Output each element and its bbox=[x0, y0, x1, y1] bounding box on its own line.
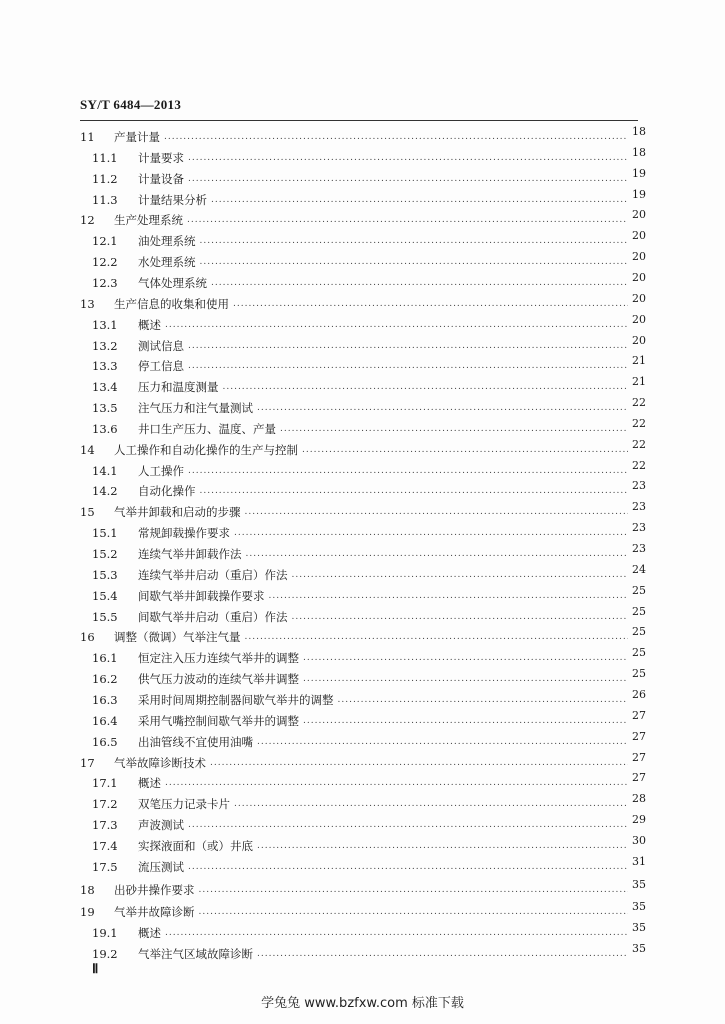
toc-entry-number: 17.5 bbox=[92, 859, 118, 874]
toc-entry-number: 13.2 bbox=[92, 338, 118, 353]
toc-entry-page: 28 bbox=[632, 792, 646, 806]
toc-entry-title: 产量计量 bbox=[114, 130, 160, 144]
toc-entry bbox=[92, 270, 646, 293]
toc-entry-title: 采用时间周期控制器间歇气举井的调整 bbox=[138, 692, 334, 707]
toc-entry-title: 气举故障诊断技术 bbox=[114, 755, 206, 770]
toc-entry bbox=[92, 231, 646, 251]
toc-dot-leader bbox=[188, 815, 628, 835]
toc-dot-leader bbox=[165, 773, 628, 793]
toc-entry bbox=[92, 773, 646, 793]
toc-entry-number: 15.2 bbox=[92, 547, 118, 561]
toc-entry-title: 间歇气举井启动（重启）作法 bbox=[138, 609, 288, 624]
toc-entry-page: 25 bbox=[632, 646, 646, 660]
header-divider bbox=[80, 120, 638, 121]
toc-entry-title: 测试信息 bbox=[138, 338, 184, 353]
toc-dot-leader bbox=[223, 377, 629, 397]
toc-entry-number: 12 bbox=[80, 213, 95, 228]
toc-entry-page: 24 bbox=[632, 562, 646, 576]
toc-entry bbox=[92, 252, 646, 272]
toc-dot-leader bbox=[165, 315, 628, 335]
toc-entry-title: 概述 bbox=[138, 776, 161, 791]
toc-entry-number: 13.3 bbox=[92, 359, 118, 374]
toc-entry-number: 16.2 bbox=[92, 672, 118, 687]
toc-dot-leader bbox=[199, 902, 629, 922]
toc-entry-title: 供气压力波动的连续气举井调整 bbox=[138, 672, 299, 687]
toc-entry-page: 23 bbox=[632, 500, 646, 514]
toc-dot-leader bbox=[164, 127, 628, 147]
toc-entry-title: 人工操作 bbox=[138, 463, 184, 478]
toc-entry-page: 20 bbox=[632, 208, 646, 222]
toc-entry-page: 25 bbox=[632, 625, 646, 639]
toc-entry-page: 27 bbox=[632, 750, 646, 764]
toc-entry-page: 22 bbox=[632, 458, 646, 472]
toc-dot-leader bbox=[200, 252, 629, 272]
toc-dot-leader bbox=[292, 607, 629, 627]
toc-entry-title: 双笔压力记录卡片 bbox=[138, 797, 230, 812]
toc-entry-number: 11.2 bbox=[92, 171, 118, 186]
toc-entry bbox=[92, 481, 646, 501]
toc-entry-title: 概述 bbox=[138, 317, 161, 332]
toc-entry bbox=[80, 502, 646, 522]
toc-entry-number: 13.5 bbox=[92, 401, 118, 416]
toc-dot-leader bbox=[257, 944, 628, 964]
toc-entry-page: 22 bbox=[632, 396, 646, 410]
toc-entry bbox=[92, 944, 646, 964]
toc-entry-title: 停工信息 bbox=[138, 359, 184, 374]
toc-entry-page: 19 bbox=[632, 166, 646, 180]
toc-entry-title: 出砂井操作要求 bbox=[114, 882, 195, 897]
toc-entry-page: 20 bbox=[632, 270, 646, 284]
toc-entry-number: 15.3 bbox=[92, 567, 118, 582]
toc-dot-leader bbox=[187, 210, 628, 230]
toc-entry-title: 计量设备 bbox=[138, 171, 184, 186]
toc-entry-title: 人工操作和自动化操作的生产与控制 bbox=[114, 442, 298, 457]
toc-entry-page: 18 bbox=[632, 125, 646, 138]
toc-entry bbox=[92, 458, 646, 481]
toc-entry-number: 13.1 bbox=[92, 317, 118, 332]
toc-entry-number: 11.1 bbox=[92, 150, 118, 165]
toc-entry-title: 计量要求 bbox=[138, 150, 184, 165]
toc-dot-leader bbox=[200, 231, 629, 251]
toc-entry-number: 17 bbox=[80, 755, 95, 770]
toc-entry-page: 25 bbox=[632, 604, 646, 618]
toc-dot-leader bbox=[245, 502, 629, 522]
toc-entry-number: 17.2 bbox=[92, 797, 118, 812]
toc-entry-page: 20 bbox=[632, 333, 646, 347]
toc-dot-leader bbox=[257, 398, 628, 418]
toc-entry-page: 35 bbox=[632, 921, 646, 935]
toc-entry-title: 油处理系统 bbox=[138, 234, 196, 249]
toc-dot-leader bbox=[302, 440, 628, 460]
toc-entry bbox=[80, 627, 646, 647]
toc-entry-title: 气体处理系统 bbox=[138, 275, 207, 290]
toc-dot-leader bbox=[338, 690, 629, 710]
toc-entry bbox=[80, 291, 646, 314]
toc-dot-leader bbox=[292, 565, 629, 585]
toc-entry-title: 水处理系统 bbox=[138, 255, 196, 270]
toc-entry-number: 14.1 bbox=[92, 463, 118, 478]
toc-entry bbox=[92, 729, 646, 752]
toc-entry-page: 31 bbox=[632, 854, 646, 868]
toc-entry bbox=[80, 437, 646, 460]
toc-entry-title: 间歇气举井卸载操作要求 bbox=[138, 588, 265, 603]
toc-entry-title: 声波测试 bbox=[138, 818, 184, 833]
toc-dot-leader bbox=[303, 648, 628, 668]
page-number: Ⅱ bbox=[92, 961, 99, 976]
toc-entry-page: 35 bbox=[632, 900, 646, 914]
toc-dot-leader bbox=[165, 923, 628, 943]
toc-dot-leader bbox=[210, 753, 628, 773]
toc-entry bbox=[80, 877, 646, 900]
toc-entry-page: 20 bbox=[632, 250, 646, 264]
toc-entry-number: 18 bbox=[80, 882, 95, 897]
toc-dot-leader bbox=[245, 627, 629, 647]
toc-entry-title: 计量结果分析 bbox=[138, 192, 207, 207]
toc-entry-number: 15 bbox=[80, 505, 95, 520]
toc-entry-number: 11 bbox=[80, 130, 95, 144]
toc-entry bbox=[92, 794, 646, 814]
toc-entry-page: 25 bbox=[632, 583, 646, 597]
toc-dot-leader bbox=[188, 857, 628, 877]
toc-entry bbox=[80, 210, 646, 230]
toc-entry-title: 实探液面和（或）井底 bbox=[138, 838, 253, 853]
toc-dot-leader bbox=[199, 880, 629, 900]
toc-entry-page: 27 bbox=[632, 729, 646, 743]
toc-dot-leader bbox=[211, 273, 628, 293]
toc-entry bbox=[92, 416, 646, 439]
toc-entry-page: 18 bbox=[632, 145, 646, 159]
toc-dot-leader bbox=[303, 711, 628, 731]
toc-dot-leader bbox=[246, 544, 629, 564]
toc-entry bbox=[92, 333, 646, 356]
toc-entry bbox=[80, 127, 646, 147]
standard-code: SY/T 6484—2013 bbox=[80, 97, 182, 112]
toc-entry bbox=[92, 187, 646, 210]
toc-dot-leader bbox=[234, 523, 628, 543]
toc-entry-page: 23 bbox=[632, 479, 646, 493]
toc-entry-number: 17.4 bbox=[92, 838, 118, 853]
toc-entry bbox=[92, 562, 646, 585]
toc-entry bbox=[92, 833, 646, 856]
toc-entry-title: 出油管线不宜使用油嘴 bbox=[138, 734, 253, 749]
toc-entry-page: 35 bbox=[632, 942, 646, 956]
toc-entry-number: 14 bbox=[80, 442, 95, 457]
toc-dot-leader bbox=[303, 669, 628, 689]
toc-entry-number: 17.1 bbox=[92, 776, 118, 791]
toc-entry-title: 采用气嘴控制间歇气举井的调整 bbox=[138, 713, 299, 728]
toc-entry bbox=[92, 648, 646, 668]
toc-entry-page: 25 bbox=[632, 667, 646, 681]
toc-entry-title: 连续气举井启动（重启）作法 bbox=[138, 567, 288, 582]
toc-entry-number: 12.2 bbox=[92, 255, 118, 270]
toc-entry-page: 29 bbox=[632, 813, 646, 827]
toc-entry bbox=[92, 544, 646, 564]
toc-entry-page: 20 bbox=[632, 229, 646, 243]
toc-entry-title: 气举注气区域故障诊断 bbox=[138, 947, 253, 962]
toc-entry-title: 气举井故障诊断 bbox=[114, 905, 195, 920]
toc-dot-leader bbox=[257, 836, 628, 856]
toc-entry bbox=[92, 708, 646, 731]
toc-entry-title: 注气压力和注气量测试 bbox=[138, 401, 253, 416]
toc-entry-page: 19 bbox=[632, 187, 646, 201]
toc-entry-page: 26 bbox=[632, 687, 646, 701]
toc-dot-leader bbox=[200, 481, 629, 501]
toc-entry-number: 13 bbox=[80, 296, 95, 311]
toc-entry-number: 19 bbox=[80, 905, 95, 920]
toc-entry-title: 流压测试 bbox=[138, 859, 184, 874]
toc-entry-number: 15.1 bbox=[92, 526, 118, 541]
toc-dot-leader bbox=[211, 190, 628, 210]
toc-dot-leader bbox=[257, 732, 628, 752]
toc-entry bbox=[92, 604, 646, 627]
toc-entry bbox=[92, 523, 646, 543]
toc-entry-page: 23 bbox=[632, 542, 646, 555]
toc-entry bbox=[92, 398, 646, 418]
toc-entry bbox=[92, 669, 646, 689]
toc-entry-page: 20 bbox=[632, 291, 646, 305]
toc-entry-title: 压力和温度测量 bbox=[138, 380, 219, 395]
toc-entry-title: 恒定注入压力连续气举井的调整 bbox=[138, 651, 299, 666]
toc-entry-title: 井口生产压力、温度、产量 bbox=[138, 421, 276, 436]
toc-dot-leader bbox=[234, 794, 628, 814]
toc-entry-title: 生产处理系统 bbox=[114, 213, 183, 228]
toc-dot-leader bbox=[233, 294, 628, 314]
toc-entry bbox=[92, 356, 646, 376]
toc-entry-page: 30 bbox=[632, 833, 646, 847]
toc-dot-leader bbox=[269, 586, 629, 606]
toc-entry-title: 调整（微调）气举注气量 bbox=[114, 630, 241, 645]
toc-entry-number: 19.1 bbox=[92, 926, 118, 941]
toc-dot-leader bbox=[188, 461, 628, 481]
toc-entry bbox=[92, 377, 646, 397]
toc-entry-page: 22 bbox=[632, 437, 646, 451]
toc-entry-number: 11.3 bbox=[92, 192, 118, 207]
toc-entry-title: 生产信息的收集和使用 bbox=[114, 296, 229, 311]
toc-entry-number: 16.1 bbox=[92, 651, 118, 666]
toc-dot-leader bbox=[188, 148, 628, 168]
toc-entry bbox=[92, 312, 646, 335]
toc-entry-page: 20 bbox=[632, 312, 646, 326]
toc-entry-number: 19.2 bbox=[92, 947, 118, 962]
toc-entry bbox=[92, 145, 646, 168]
toc-entry bbox=[92, 923, 646, 943]
toc-entry-number: 15.4 bbox=[92, 588, 118, 603]
toc-entry-page: 22 bbox=[632, 416, 646, 430]
toc-entry bbox=[80, 750, 646, 773]
toc-entry bbox=[92, 583, 646, 606]
toc-entry-number: 17.3 bbox=[92, 818, 118, 833]
toc-entry-number: 16.4 bbox=[92, 713, 118, 728]
toc-entry-number: 16.3 bbox=[92, 692, 118, 707]
toc-entry-title: 连续气举井卸载作法 bbox=[138, 547, 242, 561]
toc-entry-number: 16.5 bbox=[92, 734, 118, 749]
toc-entry-page: 35 bbox=[632, 877, 646, 891]
toc-entry-title: 自动化操作 bbox=[138, 484, 196, 499]
toc-entry-number: 13.6 bbox=[92, 421, 118, 436]
toc-entry-page: 27 bbox=[632, 771, 646, 785]
toc-entry-title: 概述 bbox=[138, 926, 161, 941]
toc-entry-number: 15.5 bbox=[92, 609, 118, 624]
footer-watermark: 学兔兔 www.bzfxw.com 标准下载 bbox=[261, 996, 464, 1011]
toc-entry-number: 12.1 bbox=[92, 234, 118, 249]
toc-entry bbox=[92, 854, 646, 877]
toc-entry bbox=[80, 902, 646, 922]
toc-entry-title: 常规卸载操作要求 bbox=[138, 526, 230, 541]
toc-entry-page: 21 bbox=[632, 354, 646, 368]
toc-dot-leader bbox=[188, 336, 628, 356]
toc-entry-page: 21 bbox=[632, 375, 646, 389]
toc-entry-number: 14.2 bbox=[92, 484, 118, 499]
toc-entry-number: 13.4 bbox=[92, 380, 118, 395]
toc-entry-number: 16 bbox=[80, 630, 95, 645]
toc-dot-leader bbox=[280, 419, 628, 439]
toc-entry bbox=[92, 166, 646, 189]
toc-entry bbox=[92, 815, 646, 835]
toc-entry-title: 气举井卸载和启动的步骤 bbox=[114, 505, 241, 520]
toc-entry-page: 23 bbox=[632, 521, 646, 535]
toc-dot-leader bbox=[188, 169, 628, 189]
toc-entry bbox=[92, 687, 646, 710]
toc-dot-leader bbox=[188, 356, 628, 376]
toc-entry-page: 27 bbox=[632, 708, 646, 722]
toc-entry-number: 12.3 bbox=[92, 275, 118, 290]
